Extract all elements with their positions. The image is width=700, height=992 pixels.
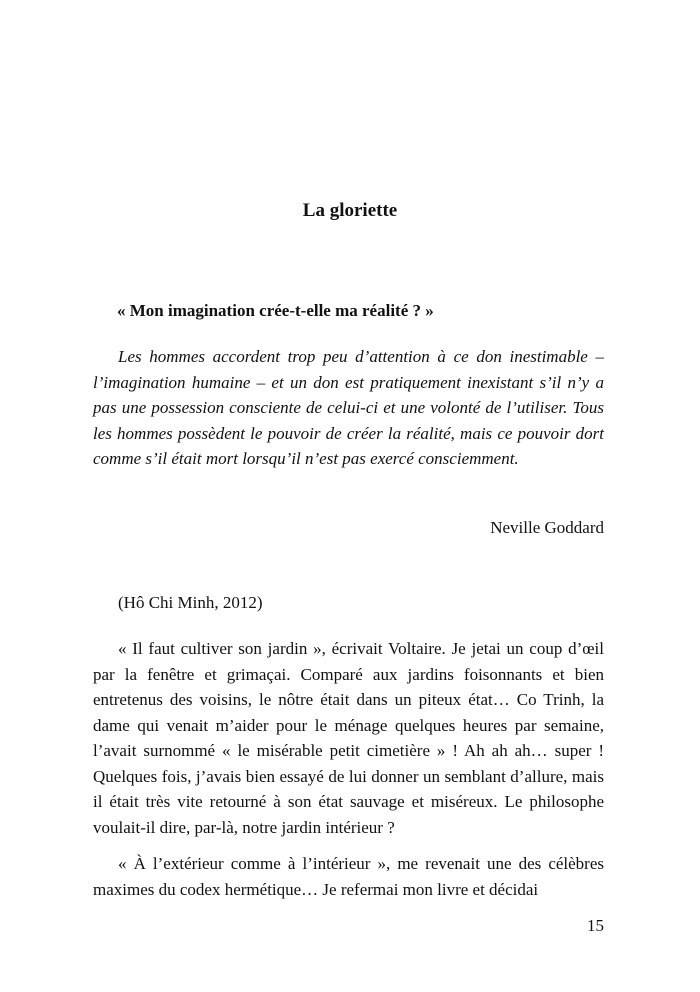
page-number: 15 <box>587 916 604 935</box>
epigraph-question: « Mon imagination crée-t-elle ma réalité ? » <box>117 301 434 320</box>
chapter-title: La gloriette <box>302 200 398 221</box>
epigraph-author: Neville Goddard <box>490 518 604 537</box>
epigraph-quote: Les hommes accordent trop peu d’attention à ce don inestimable – l’imagination humaine – et un don est pratiquement inexistant s’il n’y a pas une possession consciente de celui-ci et une volonté de l’utiliser. Tous les hommes possèdent le pouvoir de créer la réalité, mais ce pouvoir dort comme s’il était mort lorsqu’il n’est pas exercé consciemment. <box>93 347 604 468</box>
body-paragraph-2: « À l’extérieur comme à l’intérieur », me revenait une des célèbres maximes du codex hermétique… Je refermai mon livre et décidai <box>93 854 604 899</box>
place-date: (Hô Chi Minh, 2012) <box>118 593 263 612</box>
body-paragraph-1: « Il faut cultiver son jardin », écrivait Voltaire. Je jetai un coup d’œil par la fenêtre et grimaçai. Comparé aux jardins foisonnants et bien entretenus des voisins, le nôtre était dans un piteux état… Co Trinh, la dame qui venait m’aider pour le ménage quelques heures par semaine, l’avait surnommé « le misérable petit cimetière » ! Ah ah ah… super ! Quelques fois, j’avais bien essayé de lui donner un semblant d’allure, mais il était très vite retourné à son état sauvage et miséreux. Le philosophe voulait-il dire, par-là, notre jardin intérieur ? <box>93 639 604 837</box>
